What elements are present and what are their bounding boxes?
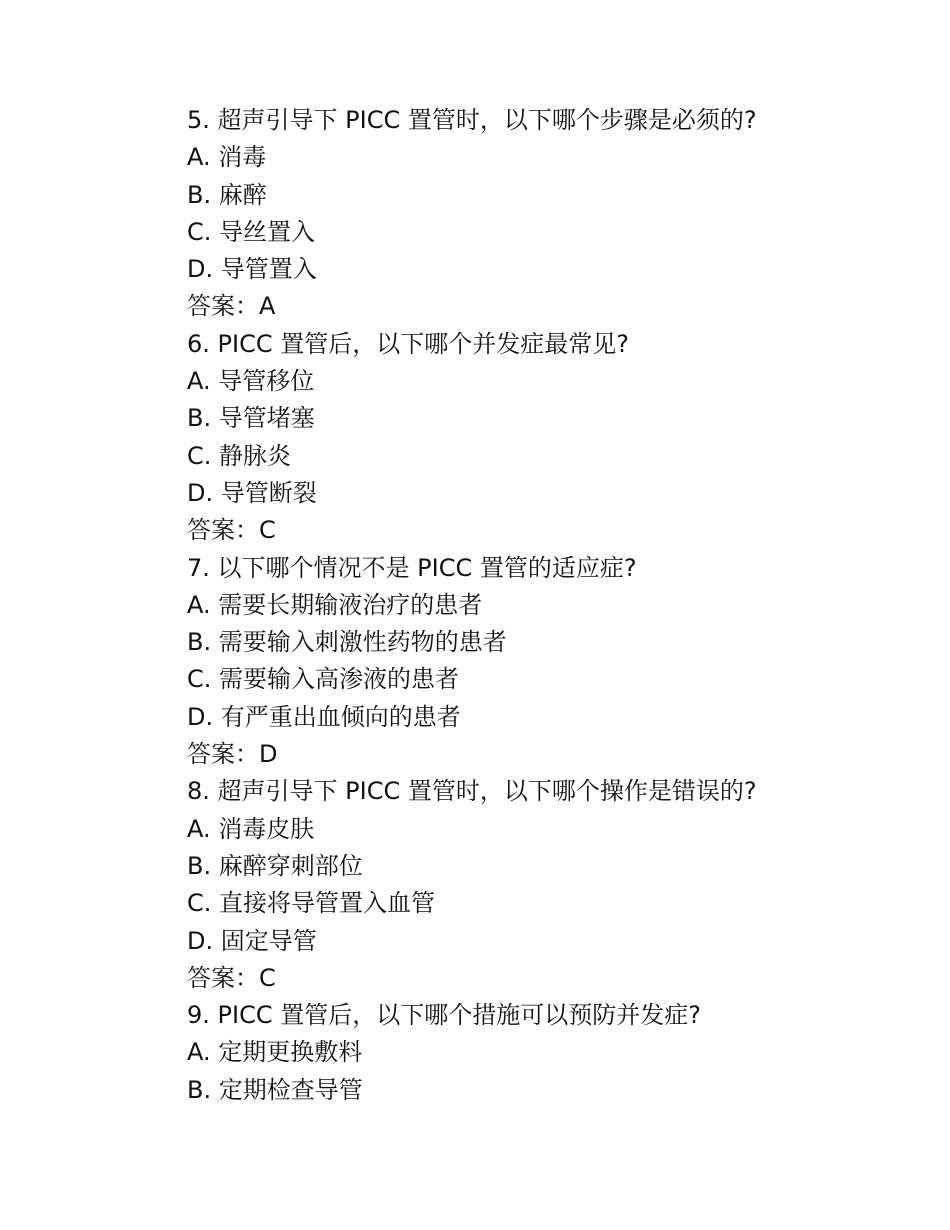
question-7-option-d: D. 有严重出血倾向的患者: [187, 702, 461, 731]
question-5-option-b: B. 麻醉: [187, 180, 267, 209]
question-8-option-d: D. 固定导管: [187, 926, 317, 955]
question-7-option-b: B. 需要输入刺激性药物的患者: [187, 628, 507, 657]
question-6-text: 6. PICC 置管后，以下哪个并发症最常见?: [187, 329, 629, 358]
question-7-option-c: C. 需要输入高渗液的患者: [187, 665, 460, 694]
question-9-option-b: B. 定期检查导管: [187, 1075, 363, 1104]
question-list: [187, 102, 887, 1109]
question-9-option-a: A. 定期更换敷料: [187, 1038, 363, 1067]
question-8-text: 8. 超声引导下 PICC 置管时，以下哪个操作是错误的?: [187, 777, 757, 806]
question-5-option-a: A. 消毒: [187, 143, 267, 172]
question-6-answer: 答案：C: [187, 516, 276, 545]
question-7-answer: 答案：D: [187, 740, 278, 769]
question-8-answer: 答案：C: [187, 963, 276, 992]
question-8-option-c: C. 直接将导管置入血管: [187, 889, 436, 918]
question-5-answer: 答案：A: [187, 292, 276, 321]
question-5-option-c: C. 导丝置入: [187, 217, 316, 246]
question-8-option-b: B. 麻醉穿刺部位: [187, 851, 363, 880]
question-6-option-d: D. 导管断裂: [187, 478, 317, 507]
question-5-text: 5. 超声引导下 PICC 置管时，以下哪个步骤是必须的?: [187, 106, 757, 134]
question-6-option-c: C. 静脉炎: [187, 441, 292, 470]
question-5-option-d: D. 导管置入: [187, 255, 317, 284]
question-7-option-a: A. 需要长期输液治疗的患者: [187, 590, 483, 619]
question-8-option-a: A. 消毒皮肤: [187, 814, 315, 843]
question-6-option-b: B. 导管堵塞: [187, 404, 315, 433]
question-7-text: 7. 以下哪个情况不是 PICC 置管的适应症?: [187, 553, 637, 582]
question-9-text: 9. PICC 置管后，以下哪个措施可以预防并发症?: [187, 1001, 701, 1030]
question-6-option-a: A. 导管移位: [187, 367, 315, 396]
